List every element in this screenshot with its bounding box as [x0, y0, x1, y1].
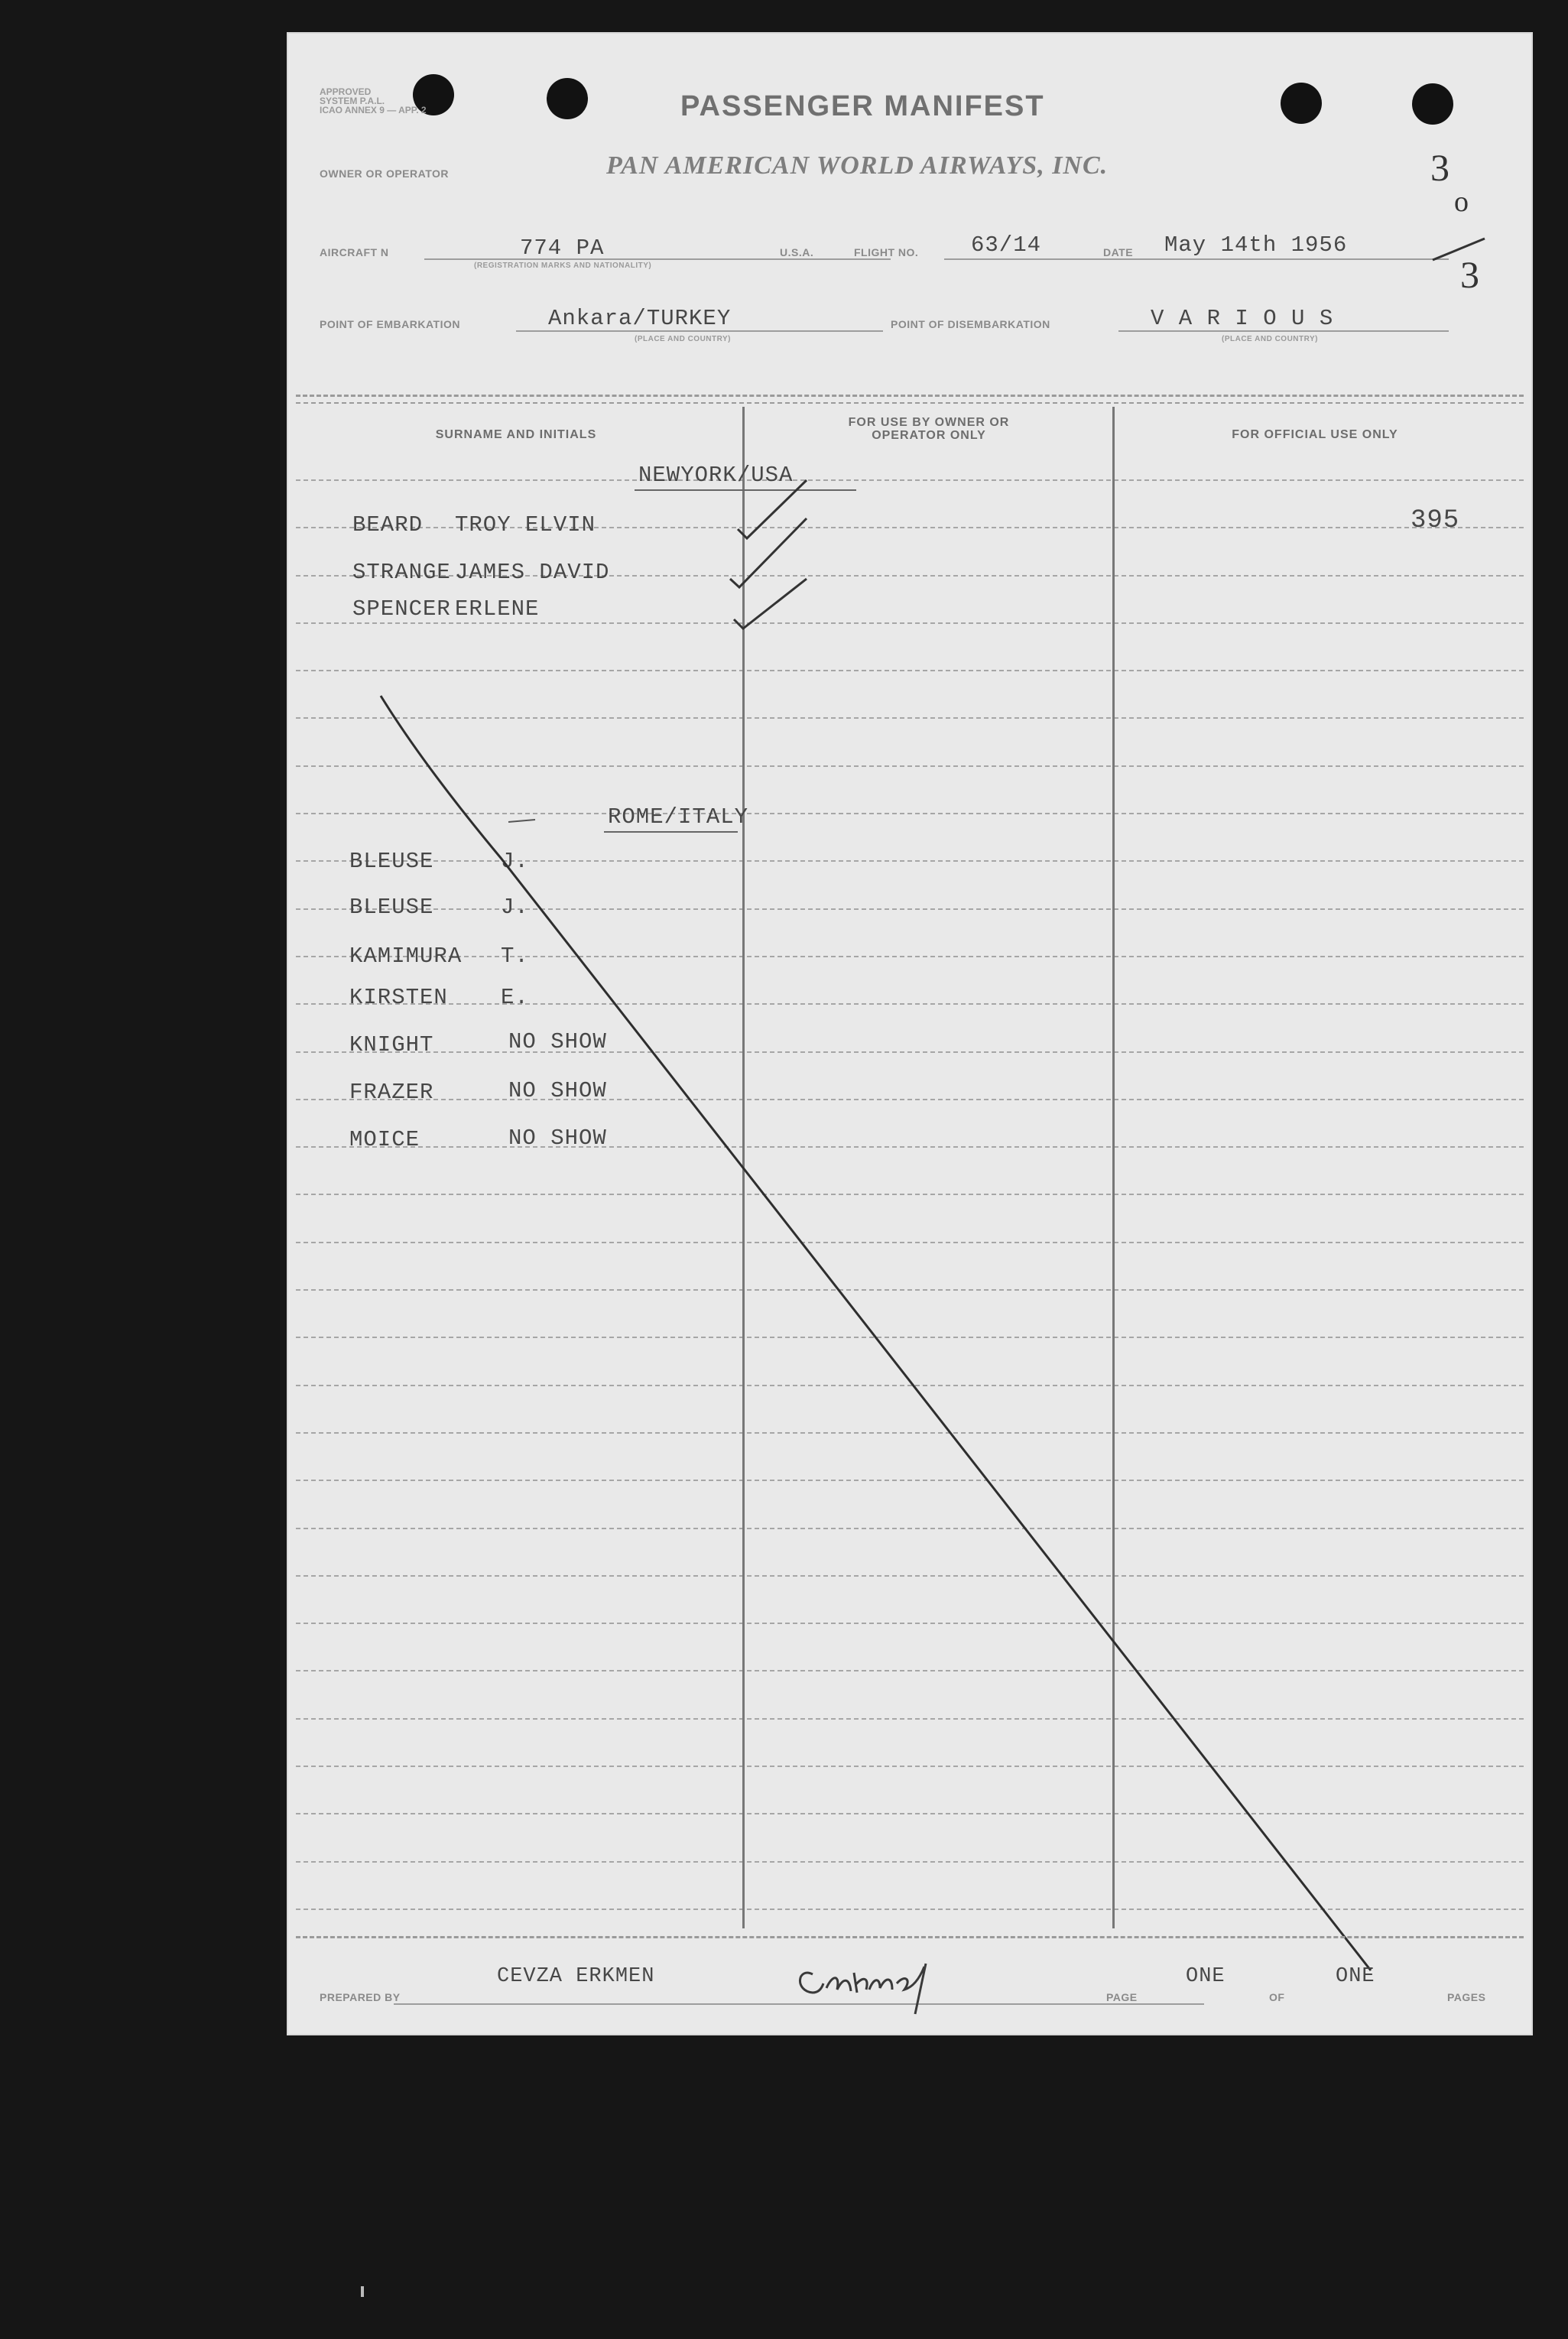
cancellation-line [381, 696, 1371, 1970]
page-value: ONE [1186, 1965, 1226, 1988]
handwritten-mark-middle: o [1454, 186, 1469, 218]
passenger-surname: KAMIMURA [349, 944, 463, 969]
passenger-given: T. [501, 944, 529, 969]
flight-label: FLIGHT NO. [854, 246, 919, 258]
embark-value: Ankara/TURKEY [548, 306, 732, 331]
disembark-sub: (PLACE AND COUNTRY) [1222, 335, 1318, 343]
prepared-label: PREPARED BY [320, 1991, 401, 2003]
aircraft-sub: (REGISTRATION MARKS AND NATIONALITY) [474, 262, 652, 270]
scan-speck [361, 2286, 364, 2297]
passenger-given: ERLENE [455, 596, 540, 622]
annotation-overlay [287, 32, 1533, 2035]
passenger-surname: BEARD [352, 512, 424, 538]
approval-stamp: APPROVED SYSTEM P.A.L. ICAO ANNEX 9 — APP. 2 [320, 86, 427, 115]
destination-header: NEWYORK/USA [638, 463, 794, 488]
disembark-value: V A R I O U S [1151, 306, 1334, 331]
of-value: ONE [1336, 1965, 1375, 1988]
passenger-given: NO SHOW [508, 1029, 607, 1054]
passenger-given: J. [501, 895, 529, 920]
passenger-given: TROY ELVIN [455, 512, 596, 538]
handwritten-mark-bottom: 3 [1460, 253, 1479, 296]
country-label: U.S.A. [780, 246, 814, 258]
check-mark [730, 518, 807, 587]
pages-label: PAGES [1447, 1991, 1486, 2003]
passenger-surname: KNIGHT [349, 1032, 434, 1057]
signature [790, 1944, 989, 2020]
manifest-sheet [287, 32, 1533, 2035]
passenger-given: E. [501, 985, 529, 1010]
footer-separator [296, 1936, 1524, 1938]
passenger-surname: MOICE [349, 1127, 420, 1152]
passenger-surname: KIRSTEN [349, 985, 448, 1010]
form-title: PASSENGER MANIFEST [680, 90, 1045, 122]
flight-value: 63/14 [971, 232, 1042, 258]
prepared-value: CEVZA ERKMEN [497, 1965, 655, 1988]
official-number: 395 [1411, 506, 1460, 535]
passenger-surname: BLEUSE [349, 849, 434, 874]
passenger-surname: FRAZER [349, 1080, 434, 1105]
check-mark [734, 579, 807, 629]
handwritten-mark-top: 3 [1430, 146, 1450, 189]
disembark-label: POINT OF DISEMBARKATION [891, 318, 1050, 330]
col-head-official: FOR OFFICIAL USE ONLY [1232, 428, 1398, 441]
passenger-given: NO SHOW [508, 1078, 607, 1103]
embark-sub: (PLACE AND COUNTRY) [635, 335, 731, 343]
aircraft-value: 774 PA [520, 236, 605, 261]
owner-value: PAN AMERICAN WORLD AIRWAYS, INC. [606, 151, 1109, 180]
passenger-surname: STRANGE [352, 560, 451, 585]
date-label: DATE [1103, 246, 1134, 258]
col-head-surname: SURNAME AND INITIALS [435, 428, 597, 441]
col-head-owner: FOR USE BY OWNER OR OPERATOR ONLY [848, 416, 1010, 442]
page-label: PAGE [1106, 1991, 1138, 2003]
scribble-mark [508, 820, 535, 822]
destination-header: ROME/ITALY [608, 804, 749, 830]
passenger-surname: SPENCER [352, 596, 451, 622]
aircraft-label: AIRCRAFT N [320, 246, 389, 258]
embark-label: POINT OF EMBARKATION [320, 318, 460, 330]
passenger-given: J. [501, 849, 529, 874]
owner-label: OWNER OR OPERATOR [320, 167, 449, 180]
date-value: May 14th 1956 [1164, 232, 1348, 258]
of-label: OF [1269, 1991, 1285, 2003]
passenger-given: NO SHOW [508, 1126, 607, 1151]
passenger-given: JAMES DAVID [455, 560, 610, 585]
passenger-surname: BLEUSE [349, 895, 434, 920]
